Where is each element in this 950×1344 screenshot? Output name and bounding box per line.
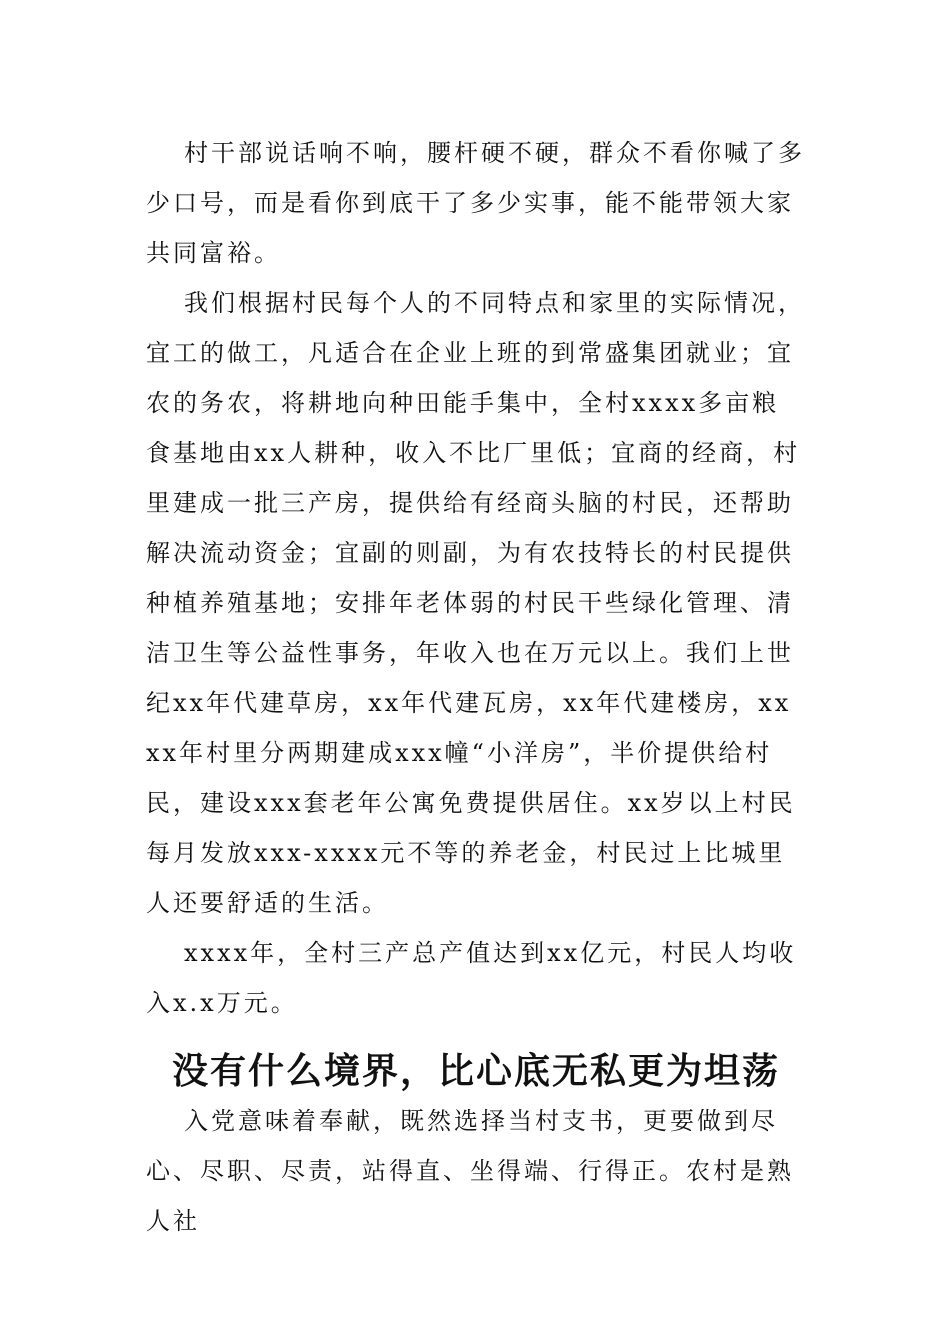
section-heading: 没有什么境界，比心底无私更为坦荡 (171, 1050, 780, 1092)
paragraph-4: 入党意味着奉献，既然选择当村支书，更要做到尽心、尽职、尽责，站得直、坐得端、行得正。农村是熟人社 (146, 1107, 794, 1235)
paragraph-3: xxxx年，全村三产总产值达到xx亿元，村民人均收入x.x万元。 (146, 939, 797, 1017)
document-body (146, 128, 806, 1246)
paragraph-1: 村干部说话响不响，腰杆硬不硬，群众不看你喊了多少口号，而是看你到底干了多少实事，能不能带领大家共同富裕。 (146, 139, 805, 267)
paragraph-2: 我们根据村民每个人的不同特点和家里的实际情况，宜工的做工，凡适合在企业上班的到常盛集团就业；宜农的务农，将耕地向种田能手集中，全村xxxx多亩粮食基地由xx人耕种，收入不比厂里低；宜商的经商，村里建成一批三产房，提供给有经商头脑的村民，还帮助解决流动资金；宜副的则副，为有农技特长的村民提供种植养殖基地；安排年老体弱的村民干些绿化管理、清洁卫生等公益性事务，年收入也在万元以上。我们上世纪xx年代建草房，xx年代建瓦房，xx年代建楼房，xxxx年村里分两期建成xxx幢“小洋房”，半价提供给村民，建设xxx套老年公寓免费提供居住。xx岁以上村民每月发放xxx-xxxx元不等的养老金，村民过上比城里人还要舒适的生活。 (146, 289, 805, 917)
